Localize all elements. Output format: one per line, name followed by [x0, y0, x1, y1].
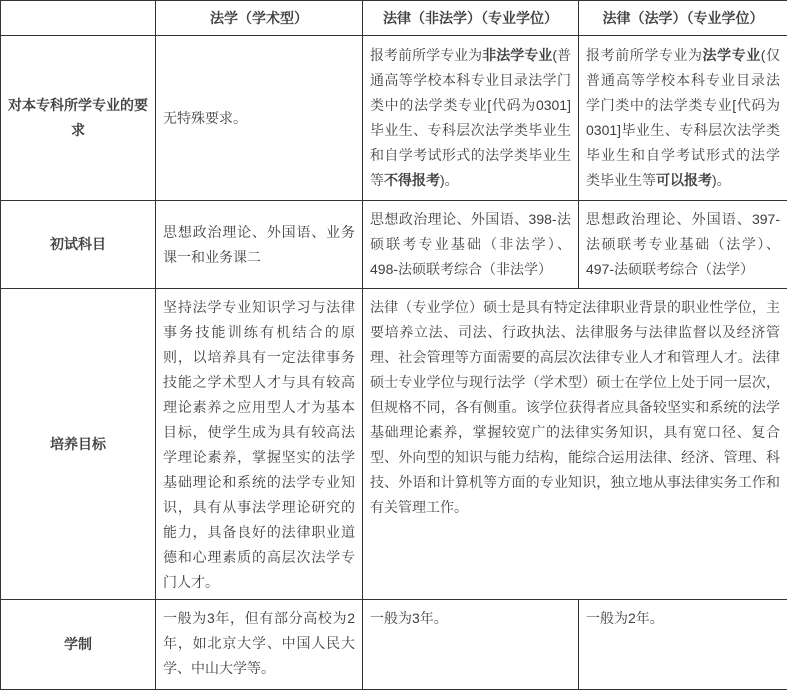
row-requirement [1, 36, 787, 201]
cell-requirement-juris-law: 报考前所学专业为法学专业(仅普通高等学校本科专业目录法学门类中的法学类专业[代码为0301]毕业生、专科层次法学类毕业生和自学考试形式的法学类毕业生等可以报考)。 [579, 36, 787, 201]
cell-exam-juris-nonlaw: 思想政治理论、外国语、398-法硕联考专业基础（非法学）、498-法硕联考综合（非法学） [363, 201, 579, 289]
row-label-training-goal: 培养目标 [1, 289, 156, 600]
row-label-requirement: 对本专科所学专业的要求 [1, 36, 156, 201]
header-row [1, 1, 787, 36]
corner-cell [1, 1, 156, 36]
cell-duration-juris-nonlaw: 一般为3年。 [363, 600, 579, 690]
cell-duration-juris-law: 一般为2年。 [579, 600, 787, 690]
cell-exam-juris-law: 思想政治理论、外国语、397-法硕联考专业基础（法学）、497-法硕联考综合（法学） [579, 201, 787, 289]
col-header-academic-law: 法学（学术型） [156, 1, 363, 36]
cell-exam-academic: 思想政治理论、外国语、业务课一和业务课二 [156, 201, 363, 289]
col-header-juris-master-law: 法律（法学）（专业学位） [579, 1, 787, 36]
cell-goal-professional-shared: 法律（专业学位）硕士是具有特定法律职业背景的职业性学位，主要培养立法、司法、行政执法、法律服务与法律监督以及经济管理、社会管理等方面需要的高层次法律专业人才和管理人才。法律硕士专业学位与现行法学（学术型）硕士在学位上处于同一层次，但规格不同，各有侧重。该学位获得者应具备较坚实和系统的法学基础理论素养，掌握较宽广的法律实务知识，具有宽口径、复合型、外向型的知识与能力结构，能综合运用法律、经济、管理、科技、外语和计算机等方面的专业知识，独立地从事法律实务工作和有关管理工作。 [363, 289, 787, 600]
cell-goal-academic: 坚持法学专业知识学习与法律事务技能训练有机结合的原则，以培养具有一定法律事务技能之学术型人才与具有较高理论素养之应用型人才为基本目标，使学生成为具有较高法学理论素养，掌握坚实的法学基础理论和系统的法学专业知识，具有从事法学理论研究的能力，具备良好的法律职业道德和心理素质的高层次法学专门人才。 [156, 289, 363, 600]
row-label-duration: 学制 [1, 600, 156, 690]
row-training-goal [1, 289, 787, 600]
col-header-juris-master-nonlaw: 法律（非法学）（专业学位） [363, 1, 579, 36]
cell-requirement-academic: 无特殊要求。 [156, 36, 363, 201]
cell-duration-academic: 一般为3年，但有部分高校为2年，如北京大学、中国人民大学、中山大学等。 [156, 600, 363, 690]
row-duration [1, 600, 787, 690]
row-exam-subjects [1, 201, 787, 289]
row-label-exam-subjects: 初试科目 [1, 201, 156, 289]
cell-requirement-juris-nonlaw: 报考前所学专业为非法学专业(普通高等学校本科专业目录法学门类中的法学类专业[代码为0301]毕业生、专科层次法学类毕业生和自学考试形式的法学类毕业生等不得报考)。 [363, 36, 579, 201]
